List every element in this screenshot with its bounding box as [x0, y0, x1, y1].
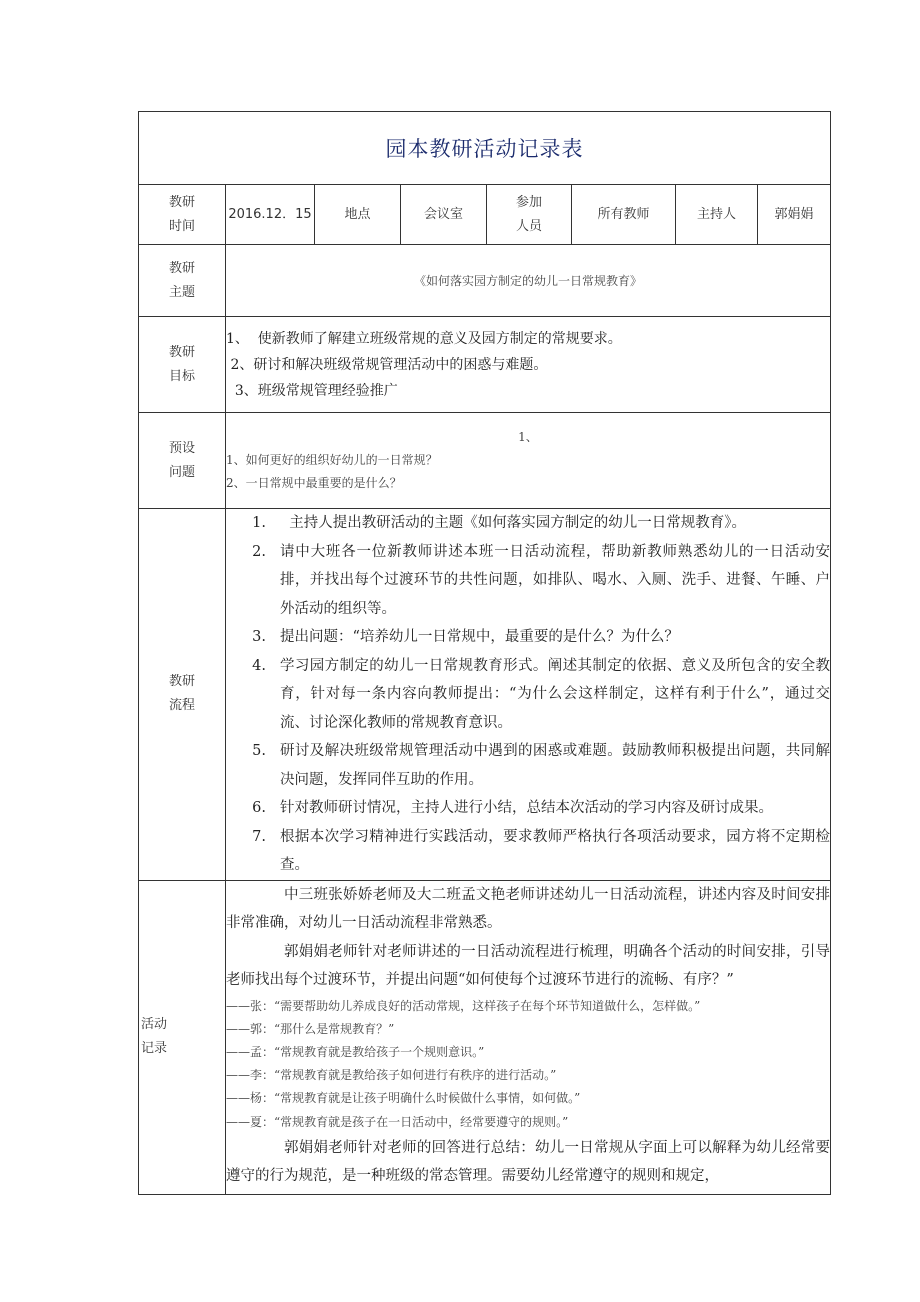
- goal-label: 教研 目标: [139, 317, 226, 413]
- dialogue-line: ——夏：“常规教育就是孩子在一日活动中，经常要遵守的规则。”: [226, 1114, 569, 1129]
- goal-item: 3、班级常规管理经验推广: [226, 382, 398, 399]
- date-value: 2016.12．15: [226, 185, 315, 245]
- preset-heading: 1、: [518, 430, 538, 444]
- time-label: 教研 时间: [139, 185, 226, 245]
- record-paragraph: 中三班张娇娇老师及大二班孟文艳老师讲述幼儿一日活动流程，讲述内容及时间安排非常准确，对幼儿一日活动流程非常熟悉。: [226, 886, 830, 931]
- goal-item: 1、 使新教师了解建立班级常规的意义及园方制定的常规要求。: [226, 330, 622, 347]
- record-paragraph: 郭娟娟老师针对老师的回答进行总结：幼儿一日常规从字面上可以解释为幼儿经常要遵守的行为规范，是一种班级的常态管理。需要幼儿经常遵守的规则和规定，: [226, 1139, 830, 1185]
- flow-label: 教研 流程: [139, 509, 226, 881]
- flow-item: 5. 研讨及解决班级常规管理活动中遇到的困惑或难题。鼓励教师积极提出问题，共同解决问题，发挥同伴互助的作用。: [252, 743, 830, 788]
- dialogue-line: ——孟：“常规教育就是教给孩子一个规则意识。”: [226, 1044, 485, 1059]
- dialogue-line: ——张：“需要帮助幼儿养成良好的活动常规，这样孩子在每个环节知道做什么，怎样做。”: [226, 998, 701, 1013]
- topic-value: 《如何落实园方制定的幼儿一日常规教育》: [226, 245, 831, 317]
- host-value: 郭娟娟: [758, 185, 831, 245]
- goal-list: [226, 317, 831, 413]
- dialogue-line: ——李：“常规教育就是教给孩子如何进行有秩序的进行活动。”: [226, 1068, 557, 1083]
- record-paragraph: 郭娟娟老师针对老师讲述的一日活动流程进行梳理，明确各个活动的时间安排，引导老师找出每个过渡环节，并提出问题“如何使每个过渡环节进行的流畅、有序？”: [226, 943, 830, 988]
- dialogue-line: ——郭：“那什么是常规教育？”: [226, 1021, 395, 1036]
- flow-item: 7. 根据本次学习精神进行实践活动，要求教师严格执行各项活动要求，园方将不定期检查。: [252, 828, 830, 873]
- preset-label: 预设 问题: [139, 413, 226, 509]
- flow-item: 4. 学习园方制定的幼儿一日常规教育形式。阐述其制定的依据、意义及所包含的安全教育，针对每一条内容向教师提出：“为什么会这样制定，这样有利于什么”，通过交流、讨论深化教师的常规教育意识。: [252, 657, 830, 731]
- preset-questions: [226, 413, 831, 509]
- title-cell: [139, 112, 831, 185]
- record-content: [226, 880, 831, 1194]
- preset-question: 1、如何更好的组织好幼儿的一日常规？: [226, 453, 438, 467]
- place-value: 会议室: [401, 185, 487, 245]
- dialogue-line: ——杨：“常规教育就是让孩子明确什么时候做什么事情，如何做。”: [226, 1091, 581, 1106]
- flow-item: 3. 提出问题：“培养幼儿一日常规中，最重要的是什么？为什么？: [252, 629, 679, 645]
- participants-value: 所有教师: [572, 185, 676, 245]
- goal-item: 2、研讨和解决班级常规管理活动中的困惑与难题。: [226, 356, 548, 373]
- topic-label: 教研 主题: [139, 245, 226, 317]
- place-label: 地点: [315, 185, 401, 245]
- host-label: 主持人: [676, 185, 758, 245]
- flow-list: [226, 509, 831, 881]
- flow-item: 1. 主持人提出教研活动的主题《如何落实园方制定的幼儿一日常规教育》。: [252, 515, 746, 531]
- record-label: 活动 记录: [139, 880, 226, 1194]
- flow-item: 6. 针对教师研讨情况，主持人进行小结，总结本次活动的学习内容及研讨成果。: [252, 800, 773, 816]
- page-title: 园本教研活动记录表: [385, 137, 584, 161]
- participants-label: 参加 人员: [487, 185, 572, 245]
- flow-item: 2. 请中大班各一位新教师讲述本班一日活动流程，帮助新教师熟悉幼儿的一日活动安排，并找出每个过渡环节的共性问题，如排队、喝水、入厕、洗手、进餐、午睡、户外活动的组织等。: [252, 543, 830, 617]
- record-table: [138, 111, 831, 1195]
- preset-question: 2、一日常规中最重要的是什么？: [226, 476, 402, 490]
